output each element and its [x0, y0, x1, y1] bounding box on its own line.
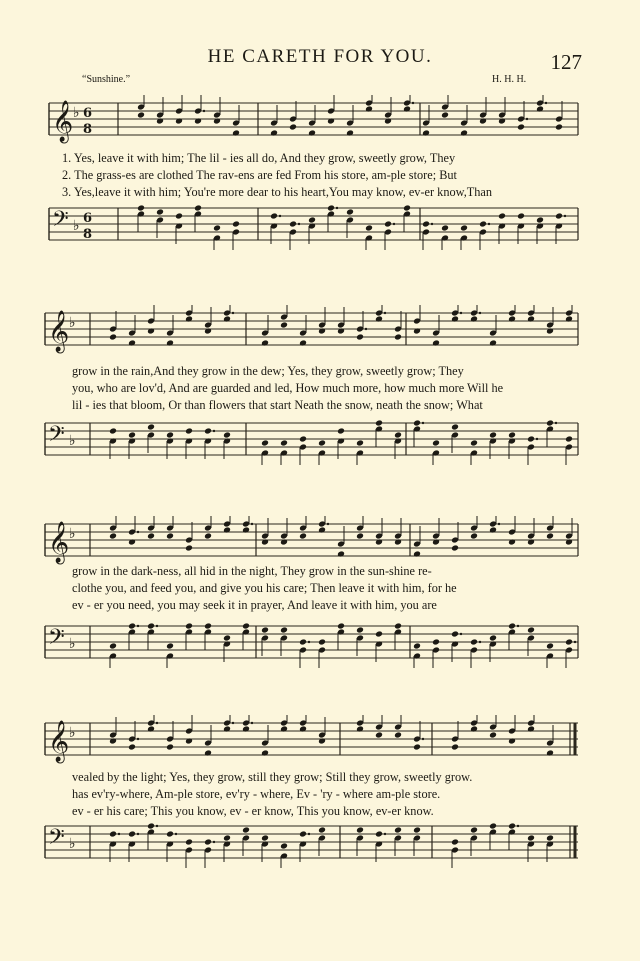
- bass-clef-icon: 𝄢: [48, 825, 65, 855]
- lyric-line: 3. Yes,leave it with him; You're more dear to his heart,You may know, ev-er know,Than: [62, 185, 493, 199]
- treble-staff: [0, 516, 640, 566]
- lyric-line: vealed by the light; Yes, they grow, still they grow; Still they grow, sweetly grow.: [72, 770, 473, 784]
- flat-icon: ♭: [69, 526, 76, 542]
- treble-staff: [0, 95, 640, 145]
- lyric-line: lil - ies that bloom, Or than flowers that start Neath the snow, neath the snow; What: [72, 398, 483, 412]
- flat-icon: ♭: [69, 433, 76, 449]
- lyric-line: 1. Yes, leave it with him; The lil - ies all do, And they grow, sweetly grow, They: [62, 151, 456, 165]
- treble-staff: [0, 715, 640, 765]
- lyric-line: has ev'ry-where, Am-ple store, ev'ry - where, Ev - 'ry - where am-ple store.: [72, 787, 441, 801]
- bass-staff: [0, 415, 640, 465]
- lyric-line: grow in the dark-ness, all hid in the night, They grow in the sun-shine re-: [72, 564, 432, 578]
- lyric-line: you, who are lov'd, And are guarded and led, How much more, how much more Will he: [72, 381, 504, 395]
- lyric-line: ev - er you need, you may seek it in prayer, And leave it with him, you are: [72, 598, 437, 612]
- bass-staff: [0, 200, 640, 250]
- flat-icon: ♭: [73, 105, 80, 121]
- time-signature-icon: 8: [83, 122, 93, 137]
- lyric-line: ev - er his care; This you know, ev - er know, This you know, ev-er know.: [72, 804, 434, 818]
- tune-name: “Sunshine.”: [82, 74, 131, 85]
- flat-icon: ♭: [69, 725, 76, 741]
- bass-staff: [0, 818, 640, 868]
- treble-clef-icon: 𝄞: [48, 522, 70, 563]
- flat-icon: ♭: [69, 836, 76, 852]
- time-signature-icon: 6: [83, 211, 93, 226]
- time-signature-icon: 8: [83, 227, 93, 242]
- treble-staff: [0, 305, 640, 355]
- bass-clef-icon: 𝄢: [48, 422, 65, 452]
- flat-icon: ♭: [69, 315, 76, 331]
- treble-clef-icon: 𝄞: [48, 721, 70, 762]
- page-number: 127: [550, 50, 582, 74]
- flat-icon: ♭: [69, 636, 76, 652]
- treble-clef-icon: 𝄞: [52, 101, 74, 142]
- bass-clef-icon: 𝄢: [48, 625, 65, 655]
- page-title: HE CARETH FOR YOU.: [207, 46, 433, 67]
- bass-clef-icon: 𝄢: [52, 207, 69, 237]
- flat-icon: ♭: [73, 218, 80, 234]
- lyric-line: clothe you, and feed you, and give you his care; Then leave it with him, for he: [72, 581, 457, 595]
- lyric-line: grow in the rain,And they grow in the dew; Yes, they grow, sweetly grow; They: [72, 364, 464, 378]
- lyric-line: 2. The grass-es are clothed The rav-ens are fed From his store, am-ple store; But: [62, 168, 457, 182]
- time-signature-icon: 6: [83, 106, 93, 121]
- treble-clef-icon: 𝄞: [48, 311, 70, 352]
- bass-staff: [0, 618, 640, 668]
- author-initials: H. H. H.: [492, 74, 527, 85]
